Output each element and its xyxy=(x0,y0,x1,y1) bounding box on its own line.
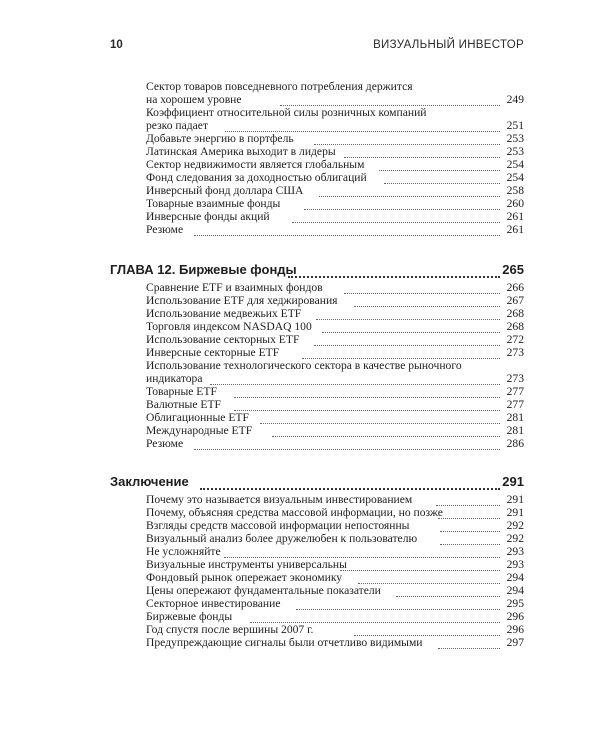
toc-entry[interactable] xyxy=(110,584,524,597)
entry-page: 293 xyxy=(506,558,524,571)
entry-page: 281 xyxy=(506,411,524,424)
entry-title: Использование технологического сектора в качестве рыночного xyxy=(146,359,462,372)
entry-page: 258 xyxy=(506,184,524,197)
entry-title: Использование ETF для хеджирования xyxy=(146,294,338,307)
entry-title: Валютные ETF xyxy=(146,398,221,411)
toc-entry[interactable] xyxy=(110,610,524,623)
entry-page: 267 xyxy=(506,294,524,307)
entry-title: Добавьте энергию в портфель xyxy=(146,132,294,145)
leader-dots xyxy=(319,184,500,197)
leader-dots xyxy=(358,571,500,584)
leader-dots xyxy=(234,385,500,398)
entry-title: Год спустя после вершины 2007 г. xyxy=(146,623,314,636)
entry-page: 268 xyxy=(506,320,524,333)
leader-dots xyxy=(210,372,500,385)
toc-entry[interactable] xyxy=(110,424,524,437)
leader-dots xyxy=(250,610,500,623)
entry-page: 286 xyxy=(506,437,524,450)
entry-title: Резюме xyxy=(146,223,184,236)
entry-title: Цены опережают фундаментальные показатели xyxy=(146,584,381,597)
toc-entry[interactable] xyxy=(110,171,524,184)
leader-dots xyxy=(194,437,500,450)
leader-dots xyxy=(314,333,500,346)
toc-entry[interactable] xyxy=(110,158,524,171)
leader-dots xyxy=(225,119,500,132)
entry-page: 254 xyxy=(506,158,524,171)
entry-page: 249 xyxy=(506,93,524,106)
toc-entry[interactable] xyxy=(110,80,524,106)
entry-page: 294 xyxy=(506,584,524,597)
entry-page: 291 xyxy=(506,493,524,506)
entry-page: 266 xyxy=(506,281,524,294)
leader-dots xyxy=(344,145,500,158)
entry-title: Торговля индексом NASDAQ 100 xyxy=(146,320,312,333)
conclusion-title: Заключение xyxy=(110,474,189,489)
toc-entry[interactable] xyxy=(110,571,524,584)
entry-page: 261 xyxy=(506,223,524,236)
leader-dots xyxy=(440,532,500,545)
entry-title: Инверсные секторные ETF xyxy=(146,346,280,359)
leader-dots xyxy=(272,424,500,437)
entry-title: Инверсные фонды акций xyxy=(146,210,270,223)
entry-title: Сектор недвижимости является глобальным xyxy=(146,158,365,171)
toc-entry[interactable] xyxy=(110,197,524,210)
leader-dots xyxy=(288,262,500,278)
entry-title-cont: индикатора xyxy=(146,372,203,385)
running-title: ВИЗУАЛЬНЫЙ ИНВЕСТОР xyxy=(373,39,524,51)
entry-page: 292 xyxy=(506,532,524,545)
chapter-heading[interactable] xyxy=(110,262,524,280)
entry-title: Почему, объясняя средства массовой информации, но позже xyxy=(146,506,443,519)
toc-entry[interactable] xyxy=(110,398,524,411)
leader-dots xyxy=(316,307,500,320)
toc-entry[interactable] xyxy=(110,519,524,532)
entry-page: 297 xyxy=(506,636,524,649)
toc-entry[interactable] xyxy=(110,145,524,158)
toc-entry[interactable] xyxy=(110,437,524,450)
entry-page: 296 xyxy=(506,623,524,636)
entry-title: Биржевые фонды xyxy=(146,610,233,623)
entry-title: Коэффициент относительной силы розничных компаний xyxy=(146,106,427,119)
leader-dots xyxy=(260,411,500,424)
entry-page: 292 xyxy=(506,519,524,532)
chapter-title: ГЛАВА 12. Биржевые фонды xyxy=(110,262,297,277)
entry-page: 268 xyxy=(506,307,524,320)
entry-page: 261 xyxy=(506,210,524,223)
toc-entry[interactable] xyxy=(110,132,524,145)
leader-dots xyxy=(322,320,500,333)
entry-title: Секторное инвестирование xyxy=(146,597,281,610)
toc-entry[interactable] xyxy=(110,106,524,132)
toc-section-1 xyxy=(110,80,524,236)
entry-page: 253 xyxy=(506,145,524,158)
entry-page: 296 xyxy=(506,610,524,623)
leader-dots xyxy=(200,474,500,490)
toc-entry[interactable] xyxy=(110,223,524,236)
entry-title-cont: резко падает xyxy=(146,119,209,132)
entry-page: 251 xyxy=(506,119,524,132)
page-header xyxy=(110,39,524,53)
entry-title: Фондовый рынок опережает экономику xyxy=(146,571,343,584)
leader-dots xyxy=(384,171,500,184)
leader-dots xyxy=(304,197,500,210)
leader-dots xyxy=(438,506,500,519)
entry-title: Взгляды средств массовой информации непостоянны xyxy=(146,519,410,532)
entry-title: Резюме xyxy=(146,437,184,450)
leader-dots xyxy=(354,623,500,636)
toc-entry[interactable] xyxy=(110,558,524,571)
entry-page: 273 xyxy=(506,372,524,385)
entry-title: Международные ETF xyxy=(146,424,253,437)
entry-title: Использование секторных ETF xyxy=(146,333,300,346)
toc-entry[interactable] xyxy=(110,597,524,610)
entry-title-cont: на хорошем уровне xyxy=(146,93,242,106)
leader-dots xyxy=(340,558,500,571)
entry-title: Фонд следования за доходностью облигаций xyxy=(146,171,367,184)
toc-entry[interactable] xyxy=(110,623,524,636)
entry-page: 281 xyxy=(506,424,524,437)
entry-page: 272 xyxy=(506,333,524,346)
entry-page: 294 xyxy=(506,571,524,584)
entry-title: Визуальные инструменты универсальны xyxy=(146,558,347,571)
toc-entry[interactable] xyxy=(110,210,524,223)
entry-title: Товарные ETF xyxy=(146,385,217,398)
toc-entry[interactable] xyxy=(110,636,524,649)
conclusion-page: 291 xyxy=(502,474,524,489)
leader-dots xyxy=(292,210,500,223)
entry-page: 293 xyxy=(506,545,524,558)
chapter-page: 265 xyxy=(502,262,524,277)
entry-title: Почему это называется визуальным инвестированием xyxy=(146,493,413,506)
conclusion-heading[interactable] xyxy=(110,474,524,492)
leader-dots xyxy=(234,398,500,411)
entry-title: Товарные взаимные фонды xyxy=(146,197,281,210)
entry-page: 254 xyxy=(506,171,524,184)
toc-entry[interactable] xyxy=(110,359,524,385)
entry-title: Инверсный фонд доллара США xyxy=(146,184,304,197)
leader-dots xyxy=(396,584,500,597)
entry-title: Латинская Америка выходит в лидеры xyxy=(146,145,336,158)
leader-dots xyxy=(280,93,500,106)
entry-title: Использование медвежьих ETF xyxy=(146,307,302,320)
leader-dots xyxy=(194,223,500,236)
toc-entry[interactable] xyxy=(110,545,524,558)
toc-entry[interactable] xyxy=(110,493,524,506)
entry-page: 277 xyxy=(506,398,524,411)
entry-page: 295 xyxy=(506,597,524,610)
toc-entry[interactable] xyxy=(110,184,524,197)
entry-title: Сравнение ETF и взаимных фондов xyxy=(146,281,323,294)
leader-dots xyxy=(438,636,500,649)
page-number: 10 xyxy=(110,39,123,51)
toc-entry[interactable] xyxy=(110,532,524,545)
leader-dots xyxy=(344,281,500,294)
toc-entry[interactable] xyxy=(110,333,524,346)
toc-entry[interactable] xyxy=(110,411,524,424)
toc-entry[interactable] xyxy=(110,281,524,294)
toc-entry[interactable] xyxy=(110,346,524,359)
leader-dots xyxy=(354,294,500,307)
toc-entry[interactable] xyxy=(110,307,524,320)
leader-dots xyxy=(224,545,500,558)
toc-section-2 xyxy=(110,281,524,450)
leader-dots xyxy=(379,158,500,171)
entry-page: 277 xyxy=(506,385,524,398)
toc-entry[interactable] xyxy=(110,320,524,333)
leader-dots xyxy=(296,597,500,610)
entry-title: Предупреждающие сигналы были отчетливо видимыми xyxy=(146,636,423,649)
entry-page: 291 xyxy=(506,506,524,519)
entry-title: Сектор товаров повседневного потребления держится xyxy=(146,80,413,93)
leader-dots xyxy=(436,493,500,506)
toc-section-3 xyxy=(110,493,524,649)
entry-title: Визуальный анализ более дружелюбен к пользователю xyxy=(146,532,418,545)
leader-dots xyxy=(314,132,500,145)
toc-entry[interactable] xyxy=(110,506,524,519)
entry-title: Не усложняйте xyxy=(146,545,221,558)
toc-entry[interactable] xyxy=(110,294,524,307)
toc-entry[interactable] xyxy=(110,385,524,398)
leader-dots xyxy=(302,346,500,359)
entry-page: 253 xyxy=(506,132,524,145)
entry-page: 273 xyxy=(506,346,524,359)
entry-title: Облигационные ETF xyxy=(146,411,249,424)
leader-dots xyxy=(440,519,500,532)
entry-page: 260 xyxy=(506,197,524,210)
